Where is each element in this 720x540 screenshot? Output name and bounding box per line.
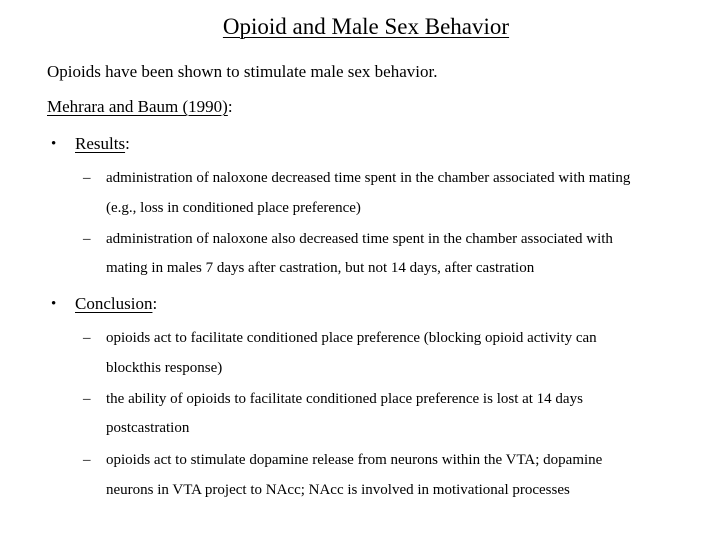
results-item-2-line-2: mating in males 7 days after castration, but not 14 days, after castration bbox=[106, 260, 535, 276]
slide-title: Opioid and Male Sex Behavior bbox=[222, 14, 510, 39]
bullet-icon: • bbox=[51, 296, 57, 312]
results-heading-colon: : bbox=[125, 134, 130, 153]
dash-icon: – bbox=[83, 452, 91, 468]
results-heading-label: Results bbox=[75, 134, 126, 153]
conclusion-heading-colon: : bbox=[152, 294, 158, 313]
results-item-2-line-1: administration of naloxone also decreased time spent in the chamber associated with bbox=[106, 231, 613, 247]
dash-icon: – bbox=[83, 231, 91, 247]
citation-authors: Mehrara and Baum (1990) bbox=[47, 97, 228, 116]
results-item-1-line-2: (e.g., loss in conditioned place preference) bbox=[106, 200, 361, 216]
conclusion-item-2-line-2: postcastration bbox=[106, 420, 190, 436]
intro-text: Opioids have been shown to stimulate male sex behavior. bbox=[47, 62, 438, 81]
conclusion-item-1-line-1: opioids act to facilitate conditioned place preference (blocking opioid activity can bbox=[106, 330, 597, 346]
bullet-icon: • bbox=[51, 136, 57, 152]
citation-colon: : bbox=[227, 97, 233, 116]
conclusion-item-3-line-1: opioids act to stimulate dopamine release from neurons within the VTA; dopamine bbox=[106, 452, 603, 468]
citation bbox=[47, 97, 233, 117]
dash-icon: – bbox=[83, 391, 91, 407]
results-item-1-line-1: administration of naloxone decreased time spent in the chamber associated with mating bbox=[106, 170, 631, 186]
conclusion-item-3-line-2: neurons in VTA project to NAcc; NAcc is involved in motivational processes bbox=[106, 482, 570, 498]
conclusion-heading-label: Conclusion bbox=[75, 294, 153, 313]
conclusion-heading bbox=[75, 294, 157, 314]
dash-icon: – bbox=[83, 170, 91, 186]
results-heading bbox=[75, 134, 130, 154]
conclusion-item-1-line-2: blockthis response) bbox=[106, 360, 223, 376]
dash-icon: – bbox=[83, 330, 91, 346]
conclusion-item-2-line-1: the ability of opioids to facilitate conditioned place preference is lost at 14 days bbox=[106, 391, 583, 407]
